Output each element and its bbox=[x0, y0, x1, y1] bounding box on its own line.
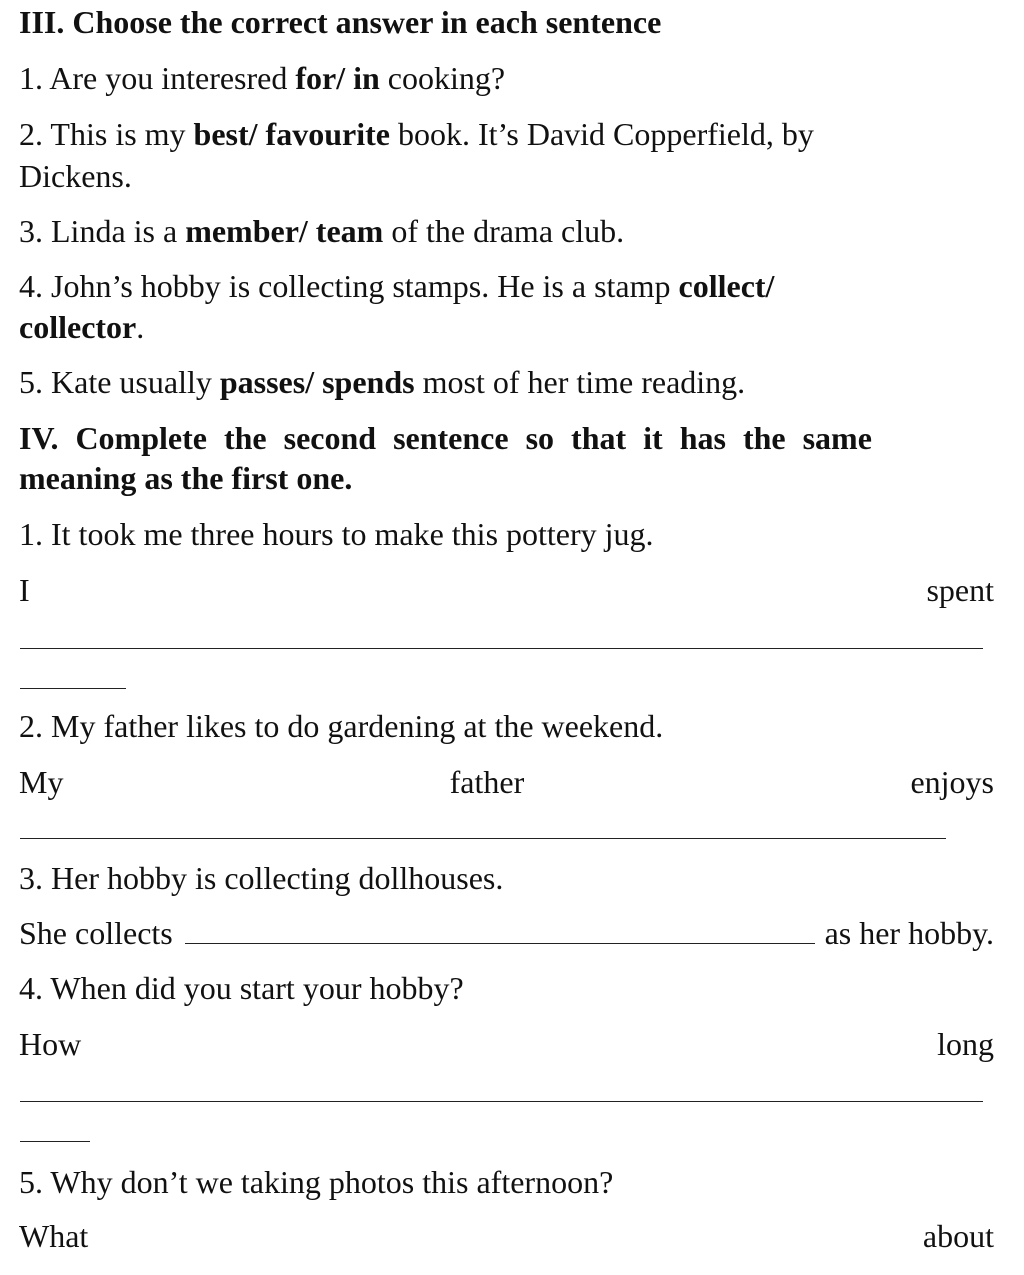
answer-end-words: as her hobby. bbox=[824, 915, 994, 951]
answer-blank-line[interactable] bbox=[20, 1101, 983, 1102]
exercise-3-item-2-continued: Dickens. bbox=[19, 158, 132, 194]
exercise-3-item-4-continued bbox=[19, 307, 994, 347]
answer-start-word: She collects bbox=[19, 915, 173, 951]
answer-options: collector bbox=[19, 309, 137, 345]
rewrite-question-5: 5. Why don’t we taking photos this afternoon? bbox=[19, 1164, 614, 1200]
answer-start-word: enjoys bbox=[910, 764, 994, 800]
rewrite-answer-1-start bbox=[19, 570, 994, 610]
answer-options: passes/ spends bbox=[219, 364, 415, 400]
item-text: 2. This is my best/ favourite book. It’s David Copperfield, by bbox=[19, 116, 814, 152]
answer-options: member/ team bbox=[185, 213, 384, 249]
answer-blank-line[interactable] bbox=[20, 648, 983, 649]
exercise-3-item-4 bbox=[19, 266, 994, 306]
item-text: 5. Kate usually bbox=[19, 364, 220, 400]
rewrite-question-1: 1. It took me three hours to make this pottery jug. bbox=[19, 516, 654, 552]
answer-start-word: father bbox=[449, 764, 525, 800]
answer-start-word: about bbox=[922, 1218, 994, 1254]
answer-options: collect/ bbox=[678, 268, 775, 304]
answer-blank-line[interactable] bbox=[20, 688, 126, 689]
exercise-3-item-2 bbox=[19, 114, 994, 154]
answer-blank-line[interactable] bbox=[185, 943, 815, 944]
rewrite-question-3: 3. Her hobby is collecting dollhouses. bbox=[19, 860, 504, 896]
answer-options: for/ in bbox=[295, 60, 380, 96]
answer-options: best/ favourite bbox=[193, 116, 390, 152]
section-4-heading-continued: meaning as the first one. bbox=[19, 460, 353, 496]
item-text: 3. Linda is a bbox=[19, 213, 186, 249]
item-text: cooking? bbox=[379, 60, 506, 96]
answer-start-word: What bbox=[19, 1218, 89, 1254]
exercise-3-item-5 bbox=[19, 362, 994, 402]
answer-blank-line[interactable] bbox=[20, 1141, 90, 1142]
item-text: . bbox=[136, 309, 145, 345]
answer-start-word: long bbox=[937, 1026, 994, 1062]
answer-blank-line[interactable] bbox=[20, 838, 946, 839]
exercise-3-item-3 bbox=[19, 211, 994, 251]
item-text: of the drama club. bbox=[383, 213, 625, 249]
rewrite-question-4: 4. When did you start your hobby? bbox=[19, 970, 464, 1006]
section-3-heading: III. Choose the correct answer in each sentence bbox=[19, 4, 662, 40]
answer-start-word: How bbox=[19, 1026, 82, 1062]
rewrite-answer-3 bbox=[19, 913, 994, 953]
answer-start-word: I bbox=[19, 572, 30, 608]
item-text: most of her time reading. bbox=[414, 364, 746, 400]
rewrite-question-2: 2. My father likes to do gardening at the weekend. bbox=[19, 708, 664, 744]
rewrite-answer-2-start bbox=[19, 762, 994, 802]
item-text: 4. John’s hobby is collecting stamps. He is a stamp bbox=[19, 268, 679, 304]
item-text: 1. Are you interesred bbox=[19, 60, 296, 96]
rewrite-answer-4-start bbox=[19, 1024, 994, 1064]
answer-start-word: spent bbox=[926, 572, 994, 608]
exercise-3-item-1 bbox=[19, 58, 994, 98]
rewrite-answer-5-start bbox=[19, 1216, 994, 1256]
section-4-heading: IV. Complete the second sentence so that it has the same bbox=[19, 420, 872, 456]
answer-start-word: My bbox=[19, 764, 64, 800]
